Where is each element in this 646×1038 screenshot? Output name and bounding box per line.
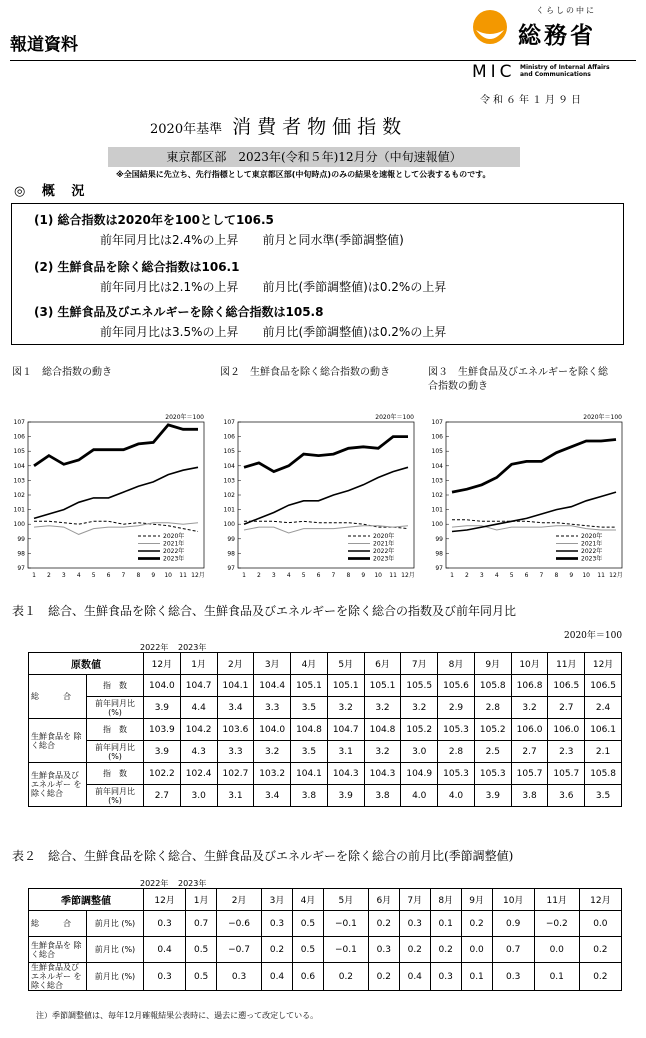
- row-group-label: 生鮮食品及び エネルギー を除く総合: [29, 763, 87, 807]
- legend-label: 2023年: [581, 555, 603, 563]
- table-cell: 3.0: [401, 741, 438, 763]
- table1-year-2022: 2022年: [140, 643, 169, 652]
- table-row: [29, 763, 622, 785]
- table-cell: 0.4: [399, 963, 430, 991]
- table-cell: −0.1: [323, 937, 368, 963]
- row-group-label: 生鮮食品及び エネルギー を除く総合: [29, 963, 87, 991]
- month-header: 8月: [430, 889, 461, 911]
- x-tick-label: 7: [331, 572, 336, 579]
- table-cell: 3.6: [548, 785, 585, 807]
- table-corner: 原数値: [29, 653, 144, 675]
- x-tick-label: 7: [539, 572, 544, 579]
- table-cell: 105.7: [548, 763, 585, 785]
- row-group-label: 生鮮食品を 除く総合: [29, 937, 87, 963]
- x-tick-label: 8: [346, 572, 351, 579]
- figure-3-caption: 図３ 生鮮食品及びエネルギーを除く総合指数の動き: [428, 367, 608, 392]
- table-cell: 3.2: [254, 741, 291, 763]
- table-cell: −0.1: [323, 911, 368, 937]
- series-line-2022年: [34, 467, 198, 518]
- doc-type-label: 報道資料: [10, 35, 78, 55]
- table-cell: 105.3: [438, 763, 475, 785]
- table-cell: 2.8: [438, 741, 475, 763]
- table-cell: 0.0: [579, 911, 621, 937]
- mic-label: MIC: [472, 62, 516, 82]
- legend-label: 2020年: [163, 533, 185, 540]
- y-tick-label: 104: [13, 462, 25, 470]
- month-header: 6月: [368, 889, 399, 911]
- table-cell: 0.2: [368, 911, 399, 937]
- legend-label: 2022年: [373, 548, 395, 555]
- table-cell: 105.3: [438, 719, 475, 741]
- month-header: 6月: [364, 653, 401, 675]
- row-sub-label: 前年同月比 (%): [87, 697, 144, 719]
- table-cell: 105.8: [585, 763, 622, 785]
- release-note: ※全国結果に先立ち、先行指標として東京都区部(中旬時点)のみの結果を速報として公表するものです。: [116, 170, 491, 179]
- row-sub-label: 前月比 (%): [87, 937, 144, 963]
- chart-base-label: 2020年＝100: [165, 414, 204, 421]
- x-tick-label: 4: [76, 572, 81, 579]
- x-tick-label: 11: [179, 572, 187, 579]
- table-cell: 105.3: [474, 763, 511, 785]
- table-cell: 4.0: [438, 785, 475, 807]
- table-cell: 103.9: [144, 719, 181, 741]
- table-cell: 104.2: [180, 719, 217, 741]
- table-cell: 4.3: [180, 741, 217, 763]
- month-header: 10月: [492, 889, 534, 911]
- overview-item-2-detail: 前年同月比は2.1%の上昇 前月比(季節調整値)は0.2%の上昇: [100, 280, 447, 294]
- x-tick-label: 11: [389, 572, 397, 579]
- x-tick-label: 12月: [401, 572, 415, 579]
- table-cell: 0.5: [186, 937, 217, 963]
- table-cell: 3.8: [291, 785, 328, 807]
- row-group-label: 生鮮食品を 除く総合: [29, 719, 87, 763]
- row-sub-label: 前年同月比 (%): [87, 741, 144, 763]
- month-header: 10月: [511, 653, 548, 675]
- row-group-label: 総 合: [29, 911, 87, 937]
- table-row: [29, 911, 622, 937]
- table-cell: 0.3: [399, 911, 430, 937]
- overview-item-3-detail: 前年同月比は3.5%の上昇 前月比(季節調整値)は0.2%の上昇: [100, 325, 447, 339]
- table-cell: 3.5: [291, 741, 328, 763]
- x-tick-label: 2: [256, 572, 261, 579]
- table-cell: 104.0: [254, 719, 291, 741]
- x-tick-label: 4: [494, 572, 499, 579]
- table-cell: 103.2: [254, 763, 291, 785]
- table-cell: 3.4: [254, 785, 291, 807]
- table-cell: 2.7: [548, 697, 585, 719]
- table2-year-2022: 2022年: [140, 879, 169, 888]
- table-cell: −0.2: [534, 911, 579, 937]
- y-tick-label: 105: [13, 448, 25, 456]
- x-tick-label: 7: [121, 572, 126, 579]
- legend-label: 2022年: [163, 548, 185, 555]
- y-tick-label: 100: [431, 521, 443, 529]
- table-row: [29, 675, 622, 697]
- series-line-2023年: [34, 425, 198, 466]
- table-cell: 106.0: [511, 719, 548, 741]
- table-cell: 0.0: [534, 937, 579, 963]
- table-cell: 105.2: [474, 719, 511, 741]
- table-cell: 104.1: [217, 675, 254, 697]
- x-tick-label: 1: [450, 572, 454, 579]
- table2: [28, 888, 622, 991]
- series-line-2023年: [452, 440, 616, 493]
- x-tick-label: 6: [106, 572, 111, 579]
- table-cell: 104.3: [327, 763, 364, 785]
- x-tick-label: 12月: [191, 572, 205, 579]
- overview-box: [11, 203, 624, 345]
- table-cell: 2.9: [438, 697, 475, 719]
- month-header: 7月: [401, 653, 438, 675]
- row-sub-label: 前月比 (%): [87, 963, 144, 991]
- chart-3: [426, 408, 626, 580]
- x-tick-label: 9: [151, 572, 156, 579]
- slogan: くらしの中に: [536, 6, 596, 15]
- table-cell: 104.9: [401, 763, 438, 785]
- x-tick-label: 6: [316, 572, 321, 579]
- x-tick-label: 12月: [609, 572, 623, 579]
- table-cell: 104.8: [364, 719, 401, 741]
- chart-base-label: 2020年＝100: [583, 414, 622, 421]
- x-tick-label: 6: [524, 572, 529, 579]
- table-cell: 0.3: [492, 963, 534, 991]
- legend-label: 2023年: [373, 555, 395, 563]
- header-divider: [10, 60, 636, 61]
- table-cell: 2.4: [585, 697, 622, 719]
- x-tick-label: 5: [301, 572, 306, 579]
- table-cell: 0.2: [579, 963, 621, 991]
- table-cell: 104.1: [291, 763, 328, 785]
- overview-heading: ◎ 概 況: [14, 184, 91, 199]
- table-cell: 2.7: [144, 785, 181, 807]
- table-cell: 2.1: [585, 741, 622, 763]
- table-cell: 3.2: [511, 697, 548, 719]
- table-cell: −0.6: [217, 911, 262, 937]
- table-cell: 3.9: [144, 741, 181, 763]
- x-tick-label: 3: [479, 572, 484, 579]
- y-tick-label: 99: [435, 535, 443, 543]
- period-banner: 東京都区部 2023年(令和５年)12月分（中旬速報値）: [108, 147, 520, 167]
- row-sub-label: 指 数: [87, 675, 144, 697]
- legend-label: 2020年: [373, 533, 395, 540]
- table-cell: 104.7: [180, 675, 217, 697]
- month-header: 2月: [217, 653, 254, 675]
- table-cell: 0.2: [262, 937, 293, 963]
- x-tick-label: 4: [286, 572, 291, 579]
- y-tick-label: 105: [431, 448, 443, 456]
- x-tick-label: 9: [569, 572, 574, 579]
- x-tick-label: 10: [374, 572, 383, 579]
- month-header: 7月: [399, 889, 430, 911]
- table-row: [29, 963, 622, 991]
- x-tick-label: 10: [164, 572, 173, 579]
- table2-year-2023: 2023年: [178, 879, 207, 888]
- table-cell: 0.3: [144, 963, 186, 991]
- table-cell: 3.1: [327, 741, 364, 763]
- series-line-2021年: [244, 526, 408, 533]
- y-tick-label: 97: [17, 565, 25, 572]
- overview-item-1-detail: 前年同月比は2.4%の上昇 前月と同水準(季節調整値): [100, 233, 404, 247]
- overview-item-1: (1) 総合指数は2020年を100として106.5: [34, 213, 274, 227]
- table-cell: 0.7: [186, 911, 217, 937]
- table-cell: 0.9: [492, 911, 534, 937]
- table-cell: 3.3: [217, 741, 254, 763]
- table-cell: 104.0: [144, 675, 181, 697]
- figure-2-caption: 図２ 生鮮食品を除く総合指数の動き: [220, 367, 390, 378]
- y-tick-label: 101: [13, 506, 25, 514]
- table-cell: −0.7: [217, 937, 262, 963]
- table-cell: 105.7: [511, 763, 548, 785]
- table1: [28, 652, 622, 807]
- y-tick-label: 103: [431, 477, 443, 485]
- table-cell: 105.2: [401, 719, 438, 741]
- mic-english: Ministry of Internal Affairs and Communications: [520, 64, 610, 78]
- table-cell: 103.6: [217, 719, 254, 741]
- y-tick-label: 103: [223, 477, 235, 485]
- y-tick-label: 100: [223, 521, 235, 529]
- y-tick-label: 103: [13, 477, 25, 485]
- month-header: 12月: [585, 653, 622, 675]
- month-header: 4月: [291, 653, 328, 675]
- series-line-2023年: [244, 437, 408, 472]
- table-cell: 102.2: [144, 763, 181, 785]
- row-sub-label: 指 数: [87, 719, 144, 741]
- table-cell: 106.0: [548, 719, 585, 741]
- figure-1-caption: 図１ 総合指数の動き: [12, 367, 112, 378]
- table1-year-2023: 2023年: [178, 643, 207, 652]
- table1-unit: 2020年＝100: [564, 631, 623, 641]
- y-tick-label: 99: [17, 535, 25, 543]
- chart-1: [8, 408, 208, 580]
- month-header: 12月: [144, 889, 186, 911]
- y-tick-label: 102: [13, 492, 25, 499]
- table-cell: 106.8: [511, 675, 548, 697]
- table-cell: 2.8: [474, 697, 511, 719]
- table-cell: 102.7: [217, 763, 254, 785]
- month-header: 1月: [180, 653, 217, 675]
- table-row: [29, 697, 622, 719]
- y-tick-label: 101: [223, 506, 235, 514]
- series-line-2022年: [244, 467, 408, 524]
- y-tick-label: 106: [223, 433, 235, 441]
- table-cell: 0.7: [492, 937, 534, 963]
- x-tick-label: 5: [91, 572, 96, 579]
- table-cell: 106.5: [548, 675, 585, 697]
- y-tick-label: 97: [227, 565, 235, 572]
- table-cell: 105.8: [474, 675, 511, 697]
- month-header: 5月: [327, 653, 364, 675]
- table-cell: 104.7: [327, 719, 364, 741]
- table-cell: 3.2: [364, 697, 401, 719]
- legend-label: 2020年: [581, 533, 603, 540]
- table-cell: 0.5: [292, 911, 323, 937]
- month-header: 12月: [579, 889, 621, 911]
- y-tick-label: 107: [223, 419, 235, 426]
- x-tick-label: 1: [242, 572, 246, 579]
- y-tick-label: 99: [227, 535, 235, 543]
- table-cell: 3.2: [364, 741, 401, 763]
- table-cell: 104.4: [254, 675, 291, 697]
- y-tick-label: 107: [431, 419, 443, 426]
- table-cell: 104.3: [364, 763, 401, 785]
- table-cell: 106.5: [585, 675, 622, 697]
- table-corner: 季節調整値: [29, 889, 144, 911]
- table-cell: 0.2: [579, 937, 621, 963]
- y-tick-label: 105: [223, 448, 235, 456]
- y-tick-label: 107: [13, 419, 25, 426]
- table-cell: 0.1: [534, 963, 579, 991]
- y-tick-label: 102: [431, 492, 443, 499]
- month-header: 9月: [461, 889, 492, 911]
- table-cell: 106.1: [585, 719, 622, 741]
- ministry-name: 総務省: [518, 23, 596, 49]
- row-group-label: 総 合: [29, 675, 87, 719]
- table1-caption: 表１ 総合、生鮮食品を除く総合、生鮮食品及びエネルギーを除く総合の指数及び前年同月比: [12, 604, 517, 618]
- row-sub-label: 前月比 (%): [87, 911, 144, 937]
- table-cell: 3.0: [180, 785, 217, 807]
- table-cell: 3.8: [364, 785, 401, 807]
- table-cell: 105.6: [438, 675, 475, 697]
- table-cell: 105.1: [327, 675, 364, 697]
- table-cell: 0.2: [399, 937, 430, 963]
- table-cell: 0.3: [430, 963, 461, 991]
- table-cell: 0.1: [461, 963, 492, 991]
- legend-label: 2021年: [581, 540, 603, 548]
- row-sub-label: 前年同月比 (%): [87, 785, 144, 807]
- page-title: 2020年基準 消費者物価指数: [150, 116, 408, 138]
- table-cell: 3.8: [511, 785, 548, 807]
- table-cell: 3.9: [474, 785, 511, 807]
- table-cell: 3.4: [217, 697, 254, 719]
- overview-item-3: (3) 生鮮食品及びエネルギーを除く総合指数は105.8: [34, 305, 324, 319]
- legend-label: 2023年: [163, 555, 185, 563]
- table-cell: 0.3: [144, 911, 186, 937]
- table-cell: 0.3: [217, 963, 262, 991]
- footnote: 注）季節調整値は、毎年12月確報結果公表時に、過去に遡って改定している。: [36, 1011, 319, 1020]
- x-tick-label: 11: [597, 572, 605, 579]
- table-cell: 0.5: [186, 963, 217, 991]
- table-cell: 3.3: [254, 697, 291, 719]
- x-tick-label: 9: [361, 572, 366, 579]
- month-header: 11月: [548, 653, 585, 675]
- legend-label: 2022年: [581, 548, 603, 555]
- table-cell: 105.5: [401, 675, 438, 697]
- y-tick-label: 97: [435, 565, 443, 572]
- table-row: [29, 785, 622, 807]
- mic-logo-icon: [471, 8, 509, 46]
- table-row: [29, 937, 622, 963]
- month-header: 9月: [474, 653, 511, 675]
- x-tick-label: 2: [46, 572, 51, 579]
- table-cell: 3.1: [217, 785, 254, 807]
- y-tick-label: 101: [431, 506, 443, 514]
- x-tick-label: 3: [271, 572, 276, 579]
- y-tick-label: 100: [13, 521, 25, 529]
- table-cell: 3.5: [291, 697, 328, 719]
- table-cell: 0.3: [368, 937, 399, 963]
- x-tick-label: 5: [509, 572, 514, 579]
- legend-label: 2021年: [373, 540, 395, 548]
- y-tick-label: 106: [13, 433, 25, 441]
- y-tick-label: 104: [223, 462, 235, 470]
- table-cell: 0.4: [262, 963, 293, 991]
- month-header: 1月: [186, 889, 217, 911]
- table-cell: 2.3: [548, 741, 585, 763]
- month-header: 3月: [254, 653, 291, 675]
- month-header: 2月: [217, 889, 262, 911]
- table-cell: 2.5: [474, 741, 511, 763]
- table-cell: 3.9: [327, 785, 364, 807]
- table-cell: 104.8: [291, 719, 328, 741]
- table-cell: 105.1: [291, 675, 328, 697]
- table-cell: 3.9: [144, 697, 181, 719]
- chart-2: [218, 408, 418, 580]
- month-header: 11月: [534, 889, 579, 911]
- overview-item-2: (2) 生鮮食品を除く総合指数は106.1: [34, 260, 240, 274]
- table-cell: 2.7: [511, 741, 548, 763]
- table-cell: 105.1: [364, 675, 401, 697]
- table-cell: 0.2: [430, 937, 461, 963]
- x-tick-label: 3: [61, 572, 66, 579]
- table-cell: 0.1: [430, 911, 461, 937]
- row-sub-label: 指 数: [87, 763, 144, 785]
- y-tick-label: 98: [227, 550, 235, 558]
- table-cell: 0.5: [292, 937, 323, 963]
- y-tick-label: 98: [435, 550, 443, 558]
- table-cell: 3.2: [327, 697, 364, 719]
- y-tick-label: 106: [431, 433, 443, 441]
- y-tick-label: 102: [223, 492, 235, 499]
- table-cell: 0.3: [262, 911, 293, 937]
- month-header: 4月: [292, 889, 323, 911]
- x-tick-label: 2: [464, 572, 469, 579]
- y-tick-label: 98: [17, 550, 25, 558]
- month-header: 8月: [438, 653, 475, 675]
- month-header: 12月: [144, 653, 181, 675]
- x-tick-label: 8: [554, 572, 559, 579]
- table2-caption: 表２ 総合、生鮮食品を除く総合、生鮮食品及びエネルギーを除く総合の前月比(季節調整値): [12, 849, 514, 863]
- table-cell: 0.2: [323, 963, 368, 991]
- x-tick-label: 8: [136, 572, 141, 579]
- table-row: [29, 719, 622, 741]
- table-cell: 0.0: [461, 937, 492, 963]
- table-cell: 0.2: [368, 963, 399, 991]
- release-date: 令和６年１月９日: [480, 95, 584, 106]
- table-cell: 4.0: [401, 785, 438, 807]
- month-header: 3月: [262, 889, 293, 911]
- x-tick-label: 1: [32, 572, 36, 579]
- table-cell: 102.4: [180, 763, 217, 785]
- x-tick-label: 10: [582, 572, 591, 579]
- table-row: [29, 741, 622, 763]
- table-cell: 0.2: [461, 911, 492, 937]
- table-cell: 3.5: [585, 785, 622, 807]
- table-cell: 3.2: [401, 697, 438, 719]
- table-cell: 0.6: [292, 963, 323, 991]
- month-header: 5月: [323, 889, 368, 911]
- legend-label: 2021年: [163, 540, 185, 548]
- table-cell: 0.4: [144, 937, 186, 963]
- table-cell: 4.4: [180, 697, 217, 719]
- chart-base-label: 2020年＝100: [375, 414, 414, 421]
- y-tick-label: 104: [431, 462, 443, 470]
